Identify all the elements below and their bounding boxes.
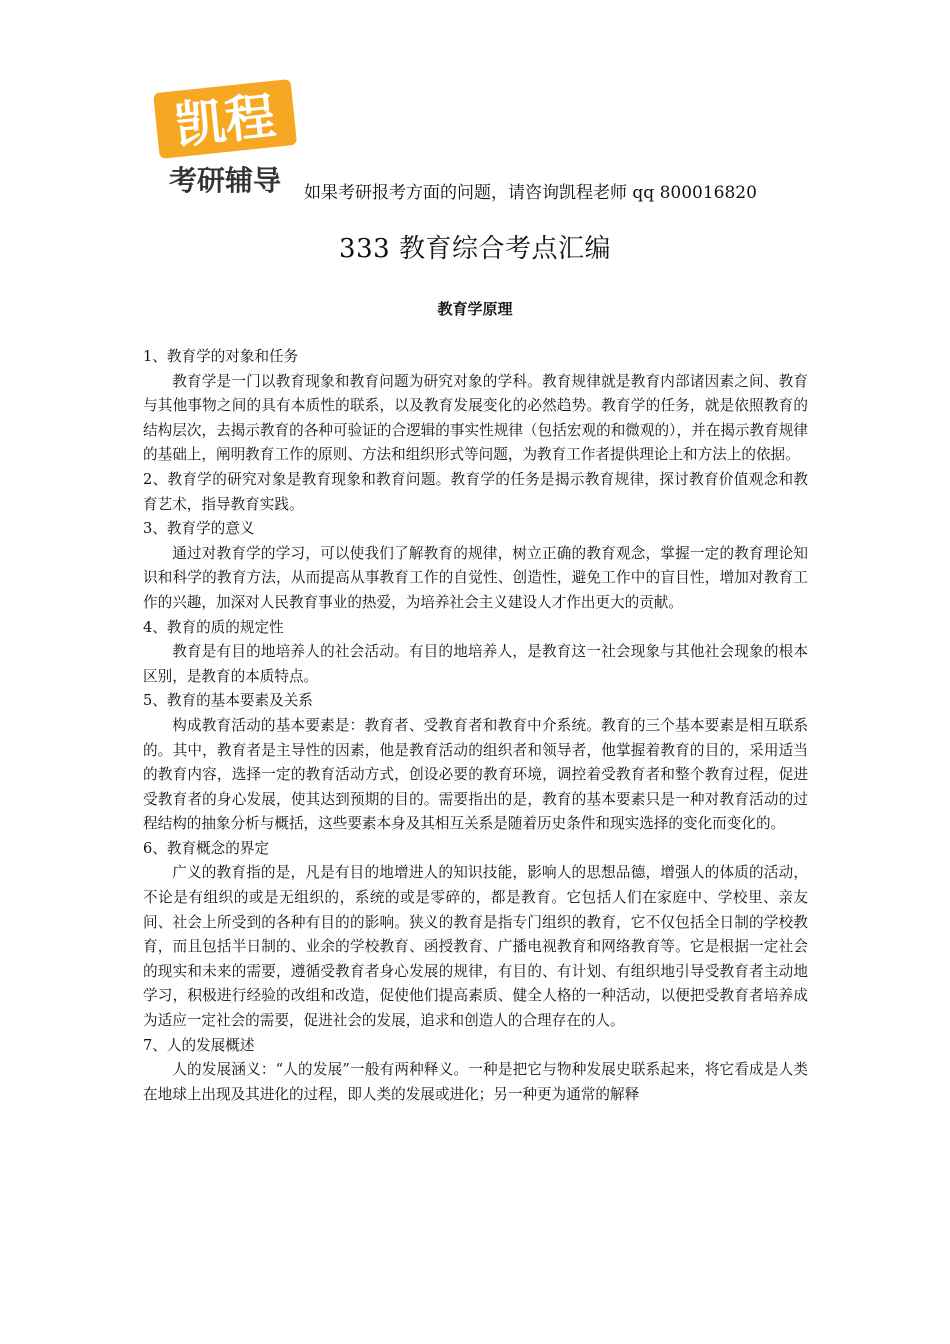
section-heading: 2、教育学的研究对象是教育现象和教育问题。教育学的任务是揭示教育规律，探讨教育价值观念和教育艺术，指导教育实践。 (143, 470, 808, 513)
document-body (143, 345, 808, 1107)
body-paragraph: 构成教育活动的基本要素是：教育者、受教育者和教育中介系统。教育的三个基本要素是相互联系的。其中，教育者是主导性的因素，他是教育活动的组织者和领导者，他掌握着教育的目的，采用适当的教育内容，选择一定的教育活动方式，创设必要的教育环境，调控着受教育者和整个教育过程，促进受教育者的身心发展，使其达到预期的目的。需要指出的是，教育的基本要素只是一种对教育活动的过程结构的抽象分析与概括，这些要素本身及其相互关系是随着历史条件和现实选择的变化而变化的。 (143, 716, 808, 833)
document-title: 333 教育综合考点汇编 (339, 234, 611, 264)
logo-tagline: 考研辅导 (168, 164, 282, 197)
section-heading: 4、教育的质的规定性 (143, 618, 284, 636)
logo-brand-mark: 凯程 (172, 86, 279, 156)
kaicheng-logo-graphic (150, 78, 300, 198)
brand-logo (150, 78, 300, 198)
section-heading: 6、教育概念的界定 (143, 839, 270, 857)
body-paragraph: 教育学是一门以教育现象和教育问题为研究对象的学科。教育规律就是教育内部诸因素之间、教育与其他事物之间的具有本质性的联系，以及教育发展变化的必然趋势。教育学的任务，就是依照教育的结构层次，去揭示教育的各种可验证的合逻辑的事实性规律（包括宏观的和微观的），并在揭示教育规律的基础上，阐明教育工作的原则、方法和组织形式等问题，为教育工作者提供理论上和方法上的依据。 (143, 372, 808, 464)
body-paragraph: 教育是有目的地培养人的社会活动。有目的地培养人，是教育这一社会现象与其他社会现象的根本区别，是教育的本质特点。 (143, 643, 808, 685)
section-heading: 7、人的发展概述 (143, 1036, 255, 1054)
contact-line: 如果考研报考方面的问题，请咨询凯程老师 qq 800016820 (304, 183, 757, 203)
body-paragraph: 通过对教育学的学习，可以使我们了解教育的规律，树立正确的教育观念，掌握一定的教育理论知识和科学的教育方法，从而提高从事教育工作的自觉性、创造性，避免工作中的盲目性，增加对教育工作的兴趣，加深对人民教育事业的热爱，为培养社会主义建设人才作出更大的贡献。 (143, 544, 808, 611)
section-heading: 3、教育学的意义 (143, 520, 255, 538)
body-paragraph: 人的发展涵义：“人的发展”一般有两种释义。一种是把它与物种发展史联系起来，将它看成是人类在地球上出现及其进化的过程，即人类的发展或进化；另一种更为通常的解释 (143, 1061, 808, 1103)
section-heading: 5、教育的基本要素及关系 (143, 692, 313, 710)
section-heading: 1、教育学的对象和任务 (143, 348, 299, 365)
body-paragraph: 广义的教育指的是，凡是有目的地增进人的知识技能，影响人的思想品德，增强人的体质的活动，不论是有组织的或是无组织的，系统的或是零碎的，都是教育。它包括人们在家庭中、学校里、亲友间、社会上所受到的各种有目的的影响。狭义的教育是指专门组织的教育，它不仅包括全日制的学校教育，而且包括半日制的、业余的学校教育、函授教育、广播电视教育和网络教育等。它是根据一定社会的现实和未来的需要，遵循受教育者身心发展的规律，有目的、有计划、有组织地引导受教育者主动地学习，积极进行经验的改组和改造，促使他们提高素质、健全人格的一种活动，以便把受教育者培养成为适应一定社会的需要，促进社会的发展，追求和创造人的合理存在的人。 (143, 864, 808, 1030)
section-subtitle: 教育学原理 (437, 300, 513, 318)
